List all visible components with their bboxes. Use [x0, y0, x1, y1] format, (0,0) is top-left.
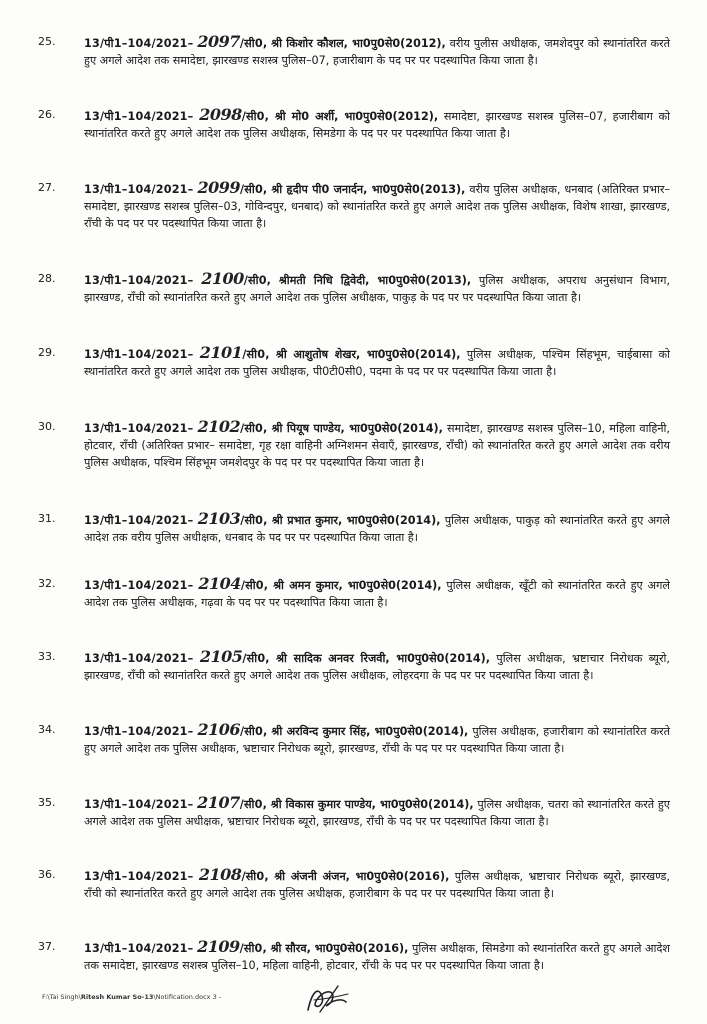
- reference-suffix: /सी0,: [240, 579, 269, 592]
- reference-suffix: /सी0,: [239, 37, 268, 50]
- entry-body: [84, 33, 670, 69]
- entry-body: [84, 794, 670, 830]
- reference-suffix: /सी0,: [242, 348, 270, 361]
- officer-name: श्री मो0 अर्शी, भा0पु0से0(2012),: [274, 110, 439, 123]
- file-path-author: Ritesh Kumar So-13: [80, 993, 154, 1001]
- entry-number: 25.: [38, 35, 56, 48]
- file-path-suffix: \Notification.docx 3 -: [153, 993, 222, 1001]
- posting-text: पुलिस अधीक्षक, अपराध अनुसंधान विभाग, झारखण्ड, राँची को स्थानांतरित करते हुए अगले आदेश तक पुलिस अधीक्षक, पाकुड़ के पद पर पर पदस्थापित किया जाता है।: [84, 274, 671, 305]
- signature-mark: [302, 982, 352, 1016]
- posting-text: पुलिस अधीक्षक, भ्रष्टाचार निरोधक ब्यूरो, झारखण्ड, राँची को स्थानांतरित करते हुए अगले आदेश तक पुलिस अधीक्षक, हजारीबाग के पद पर पर पदस्थापित किया जाता है।: [84, 870, 670, 901]
- entry-number: 37.: [38, 940, 56, 953]
- reference-suffix: /सी0,: [240, 422, 268, 435]
- reference-number: 13/पी1–104/2021–: [84, 422, 194, 435]
- posting-text: पुलिस अधीक्षक, हजारीबाग को स्थानांतरित करते हुए अगले आदेश तक पुलिस अधीक्षक, भ्रष्टाचार निरोधक ब्यूरो, झारखण्ड, राँची के पद पर पर पदस्थापित किया जाता है।: [84, 725, 670, 756]
- reference-number: 13/पी1–104/2021–: [84, 274, 194, 287]
- reference-number: 13/पी1–104/2021–: [84, 652, 194, 665]
- entry-number: 32.: [38, 577, 56, 590]
- entry-number: 27.: [38, 181, 56, 194]
- reference-number: 13/पी1–104/2021–: [84, 942, 194, 955]
- entry-number: 33.: [38, 650, 56, 663]
- officer-name: श्री किशोर कौशल, भा0पु0से0(2012),: [271, 37, 446, 50]
- entry-number: 31.: [38, 512, 56, 525]
- reference-number: 13/पी1–104/2021–: [84, 798, 194, 811]
- handwritten-number: 2108: [198, 865, 242, 884]
- reference-suffix: /सी0,: [242, 652, 270, 665]
- officer-name: श्री अरविन्द कुमार सिंह, भा0पु0से0(2014),: [271, 725, 469, 738]
- handwritten-number: 2103: [197, 509, 241, 528]
- officer-name: श्रीमती निधि द्विवेदी, भा0पु0से0(2013),: [278, 274, 472, 287]
- entry-body: [84, 866, 670, 902]
- posting-text: पुलिस अधीक्षक, खूँटी को स्थानांतरित करते हुए अगले आदेश तक पुलिस अधीक्षक, गढ़वा के पद पर पर पदस्थापित किया जाता है।: [84, 579, 670, 610]
- handwritten-number: 2097: [197, 32, 240, 51]
- officer-name: श्री सादिक अनवर रिजवी, भा0पु0से0(2014),: [276, 652, 491, 665]
- entry-number: 35.: [38, 796, 56, 809]
- posting-text: वरीय पुलिस अधीक्षक, धनबाद (अतिरिक्त प्रभार– समादेष्टा, झारखण्ड सशस्त्र पुलिस–03, गोविन्दपुर, धनबाद) को स्थानांतरित करते हुए अगले आदेश तक पुलिस अधीक्षक, विशेष शाखा, झारखण्ड, राँची के पद पर पर पदस्थापित किया जाता है।: [84, 183, 671, 231]
- officer-name: श्री हृदीप पी0 जनार्दन, भा0पु0से0(2013),: [271, 183, 466, 196]
- handwritten-number: 2109: [197, 937, 240, 956]
- entry-body: [84, 270, 670, 306]
- entry-body: [84, 721, 670, 757]
- entry-number: 30.: [38, 420, 56, 433]
- entry-number: 34.: [38, 723, 56, 736]
- handwritten-number: 2098: [199, 105, 242, 124]
- reference-number: 13/पी1–104/2021–: [84, 37, 194, 50]
- reference-suffix: /सी0,: [240, 183, 268, 196]
- entry-body: [84, 575, 670, 611]
- posting-text: पुलिस अधीक्षक, पाकुड़ को स्थानांतरित करते हुए अगले आदेश तक वरीय पुलिस अधीक्षक, धनबाद के पद पर पर पदस्थापित किया जाता है।: [84, 514, 670, 545]
- file-path-prefix: F:\Tai Singh\: [42, 993, 81, 1001]
- entry-body: [84, 344, 670, 380]
- entry-number: 26.: [38, 108, 56, 121]
- reference-number: 13/पी1–104/2021–: [84, 725, 194, 738]
- reference-number: 13/पी1–104/2021–: [84, 183, 194, 196]
- reference-number: 13/पी1–104/2021–: [84, 514, 194, 527]
- posting-text: वरीय पुलीस अधीक्षक, जमशेदपुर को स्थानांतरित करते हुए अगले आदेश तक समादेष्टा, झारखण्ड सशस्त्र पुलिस–07, हजारीबाग के पद पर पर पदस्थापित किया जाता है।: [84, 37, 671, 68]
- handwritten-number: 2099: [197, 178, 240, 197]
- reference-number: 13/पी1–104/2021–: [84, 110, 194, 123]
- handwritten-number: 2107: [197, 793, 240, 812]
- entry-number: 28.: [38, 272, 56, 285]
- officer-name: श्री अमन कुमार, भा0पु0से0(2014),: [273, 579, 442, 592]
- officer-name: श्री सौरव, भा0पु0से0(2016),: [270, 942, 409, 955]
- officer-name: श्री प्रभात कुमार, भा0पु0से0(2014),: [271, 514, 441, 527]
- handwritten-number: 2100: [201, 269, 244, 288]
- posting-text: पुलिस अधीक्षक, सिमडेगा को स्थानांतरित करते हुए अगले आदेश तक समादेष्टा, झारखण्ड सशस्त्र पुलिस–10, महिला वाहिनी, होटवार, राँची के पद पर पर पदस्थापित किया जाता है।: [84, 942, 670, 973]
- reference-number: 13/पी1–104/2021–: [84, 870, 194, 883]
- posting-text: पुलिस अधीक्षक, चतरा को स्थानांतरित करते हुए अगले आदेश तक पुलिस अधीक्षक, भ्रष्टाचार निरोधक ब्यूरो, झारखण्ड, राँची के पद पर पर पदस्थापित किया जाता है।: [84, 798, 670, 829]
- entry-body: [84, 510, 670, 546]
- handwritten-number: 2106: [197, 720, 241, 739]
- reference-number: 13/पी1–104/2021–: [84, 579, 194, 592]
- entry-number: 36.: [38, 868, 56, 881]
- officer-name: श्री पियूष पाण्डेय, भा0पु0से0(2014),: [271, 422, 443, 435]
- reference-number: 13/पी1–104/2021–: [84, 348, 194, 361]
- posting-text: पुलिस अधीक्षक, भ्रष्टाचार निरोधक ब्यूरो, झारखण्ड, राँची को स्थानांतरित करते हुए अगले आदेश तक पुलिस अधीक्षक, लोहरदगा के पद पर पर पदस्थापित किया जाता है।: [84, 652, 670, 683]
- officer-name: श्री आशुतोष शेखर, भा0पु0से0(2014),: [275, 348, 461, 361]
- posting-text: समादेष्टा, झारखण्ड सशस्त्र पुलिस–10, महिला वाहिनी, होटवार, राँची (अतिरिक्त प्रभार– समादेष्टा, गृह रक्षा वाहिनी अग्निशमन सेवाएँ, झारखण्ड, राँची) को स्थानांतरित करते हुए अगले आदेश तक वरीय पुलिस अधीक्षक, पश्चिम सिंहभूम जमशेदपुर के पद पर पर पदस्थापित किया जाता है।: [84, 422, 670, 470]
- file-path-footer: [42, 993, 221, 1001]
- handwritten-number: 2104: [198, 574, 241, 593]
- officer-name: श्री विकास कुमार पाण्डेय, भा0पु0से0(2014),: [270, 798, 474, 811]
- reference-suffix: /सी0,: [239, 798, 268, 811]
- entry-body: [84, 106, 670, 142]
- entry-body: [84, 179, 670, 233]
- entry-body: [84, 648, 670, 684]
- reference-suffix: /सी0,: [240, 725, 268, 738]
- reference-suffix: /सी0,: [240, 514, 268, 527]
- reference-suffix: /सी0,: [241, 870, 269, 883]
- reference-suffix: /सी0,: [243, 274, 272, 287]
- handwritten-number: 2101: [199, 343, 243, 362]
- entry-body: [84, 418, 670, 472]
- handwritten-number: 2102: [197, 417, 241, 436]
- posting-text: पुलिस अधीक्षक, पश्चिम सिंहभूम, चाईबासा को स्थानांतरित करते हुए अगले आदेश तक पुलिस अधीक्षक, पी0टी0सी0, पदमा के पद पर पर पदस्थापित किया जाता है।: [84, 348, 671, 379]
- posting-text: समादेष्टा, झारखण्ड सशस्त्र पुलिस–07, हजारीबाग को स्थानांतरित करते हुए अगले आदेश तक पुलिस अधीक्षक, सिमडेगा के पद पर पर पदस्थापित किया जाता है।: [84, 110, 670, 141]
- handwritten-number: 2105: [199, 647, 243, 666]
- officer-name: श्री अंजनी अंजन, भा0पु0से0(2016),: [274, 870, 450, 883]
- reference-suffix: /सी0,: [241, 110, 270, 123]
- entry-body: [84, 938, 670, 974]
- reference-suffix: /सी0,: [239, 942, 267, 955]
- entry-number: 29.: [38, 346, 56, 359]
